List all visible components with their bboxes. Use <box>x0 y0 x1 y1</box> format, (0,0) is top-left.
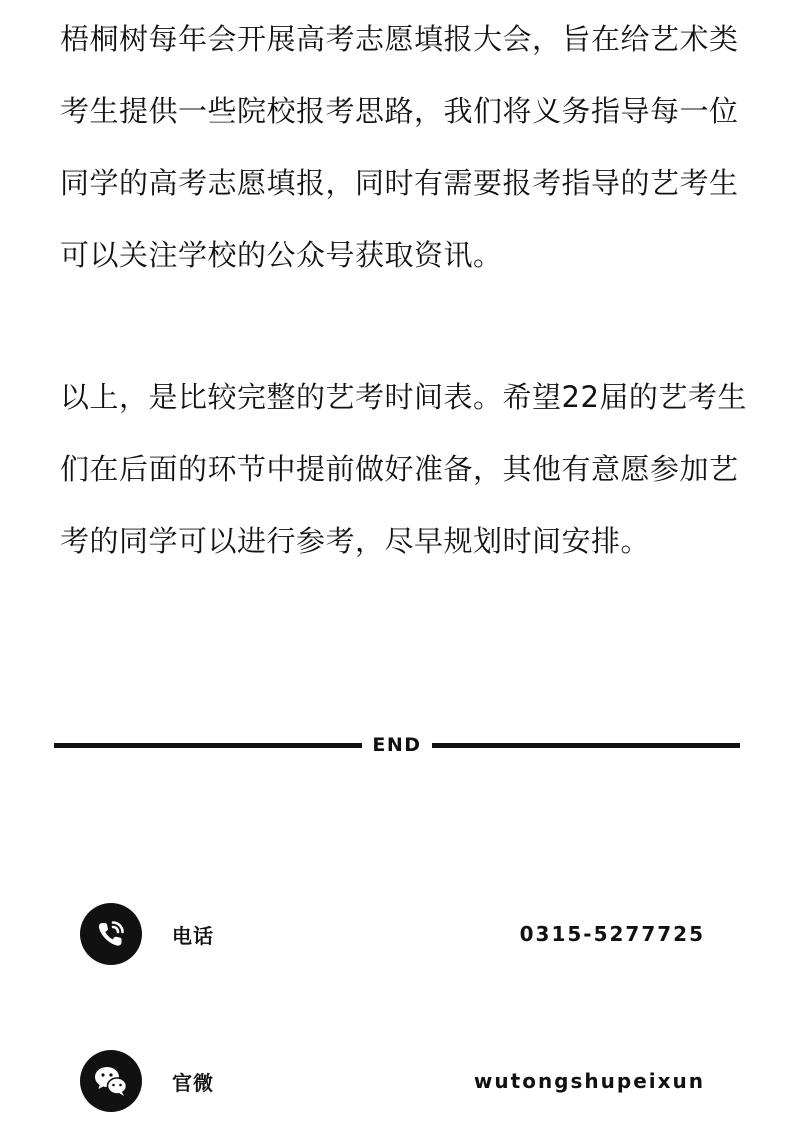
contact-phone-row <box>80 903 705 965</box>
end-label: END <box>372 734 422 756</box>
contact-wechat-label: 官微 <box>172 1070 214 1095</box>
contact-wechat-account[interactable]: wutongshupeixun <box>473 1069 705 1093</box>
wechat-icon <box>80 1050 142 1112</box>
phone-icon-glyph <box>91 914 131 954</box>
paragraph-intro: 梧桐树每年会开展高考志愿填报大会，旨在给艺术类考生提供一些院校报考思路，我们将义务指导每一位同学的高考志愿填报，同时有需要报考指导的艺考生可以关注学校的公众号获取资讯。 <box>60 22 739 272</box>
contact-phone-label: 电话 <box>172 923 214 948</box>
phone-icon <box>80 903 142 965</box>
contact-phone-number[interactable]: 0315-5277725 <box>519 922 705 946</box>
end-divider <box>54 731 740 759</box>
divider-line-left <box>54 743 362 748</box>
wechat-icon-glyph <box>90 1060 132 1102</box>
divider-line-right <box>432 743 740 748</box>
paragraph-summary: 以上，是比较完整的艺考时间表。希望22届的艺考生们在后面的环节中提前做好准备，其他有意愿参加艺考的同学可以进行参考，尽早规划时间安排。 <box>60 380 747 558</box>
contact-wechat-row <box>80 1050 705 1112</box>
